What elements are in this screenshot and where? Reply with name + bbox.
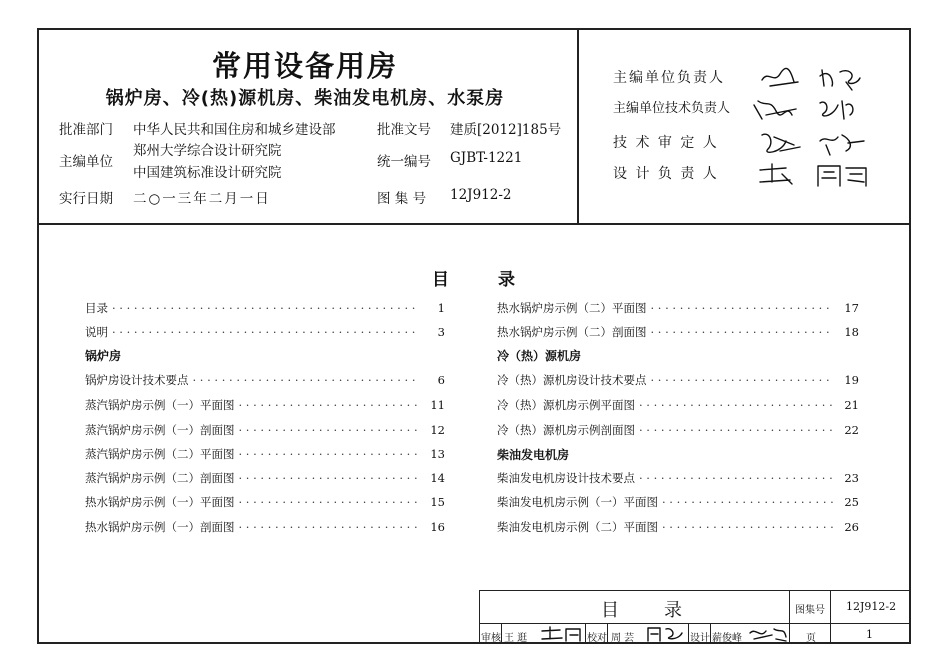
toc-item-label: 热水锅炉房示例（一）剖面图: [85, 520, 235, 534]
signature-label: 主编单位负责人: [613, 70, 725, 86]
toc-item-label: 锅炉房设计技术要点: [85, 373, 189, 387]
toc-item-page: 25: [844, 495, 859, 509]
toc-item-page: 3: [437, 325, 445, 339]
toc-item-page: 16: [430, 520, 445, 534]
toc-item-label: 热水锅炉房示例（一）平面图: [85, 495, 235, 509]
signature-label: 主编单位技术负责人: [613, 101, 731, 116]
toc-item-label: 蒸汽锅炉房示例（二）剖面图: [85, 471, 235, 485]
toc-item-page: 23: [844, 471, 859, 485]
handwritten-signature: [756, 160, 886, 190]
toc-item[interactable]: [497, 470, 859, 490]
handwritten-signature: [760, 62, 880, 92]
toc-item[interactable]: [85, 446, 445, 466]
toc-item-page: 13: [430, 447, 445, 461]
handwritten-signature: [540, 625, 584, 643]
toc-item-label: 蒸汽锅炉房示例（二）平面图: [85, 447, 235, 461]
effective-date-label: 实行日期: [59, 191, 113, 207]
design-label: 设计: [690, 633, 710, 644]
review-name: 王 逛: [504, 633, 528, 644]
page-label: 页: [806, 633, 816, 644]
title-block-divider: [830, 590, 831, 644]
effective-date: 二○一三年二月一日: [133, 191, 271, 207]
toc-item-page: 11: [430, 398, 445, 412]
toc-item[interactable]: [497, 372, 859, 392]
toc-heading: 录: [498, 270, 515, 290]
toc-item-page: 14: [430, 471, 445, 485]
toc-item[interactable]: [497, 300, 859, 320]
toc-item-page: 22: [844, 423, 859, 437]
editor-unit-2: 中国建筑标准设计研究院: [133, 165, 282, 181]
unified-no-label: 统一编号: [377, 154, 431, 170]
atlas-title: 常用设备用房: [211, 49, 398, 83]
toc-item-label: 蒸汽锅炉房示例（一）剖面图: [85, 423, 235, 437]
toc-item[interactable]: [497, 494, 859, 514]
header-vertical-divider: [577, 28, 579, 224]
toc-item-page: 17: [844, 301, 859, 315]
atlas-subtitle: 锅炉房、冷(热)源机房、柴油发电机房、水泵房: [105, 88, 505, 109]
editor-unit-label: 主编单位: [59, 154, 113, 170]
check-label: 校对: [587, 633, 607, 644]
toc-item-label: 柴油发电机房设计技术要点: [497, 471, 635, 485]
toc-item-page: 26: [844, 520, 859, 534]
signature-label: 技 术 审 定 人: [613, 135, 719, 151]
title-block-mid-border: [479, 623, 911, 624]
toc-item-page: 1: [437, 301, 445, 315]
title-block-top-border: [479, 590, 911, 591]
toc-item[interactable]: [85, 372, 445, 392]
review-label: 审核: [481, 633, 501, 644]
toc-item-label: 冷（热）源机房设计技术要点: [497, 373, 647, 387]
handwritten-signature: [646, 625, 686, 643]
editor-unit-1: 郑州大学综合设计研究院: [133, 143, 282, 159]
toc-section-heading: 锅炉房: [85, 349, 122, 363]
approval-dept-label: 批准部门: [59, 122, 113, 138]
toc-item-page: 19: [844, 373, 859, 387]
title-block-divider: [789, 590, 790, 644]
approval-doc-label: 批准文号: [377, 122, 431, 138]
toc-item-label: 蒸汽锅炉房示例（一）平面图: [85, 398, 235, 412]
toc-item-page: 18: [844, 325, 859, 339]
toc-section-heading: 冷（热）源机房: [497, 349, 582, 363]
atlas-no-label: 图 集 号: [377, 191, 427, 207]
toc-heading: 目: [432, 270, 449, 290]
toc-item[interactable]: [85, 422, 445, 442]
toc-item-label: 冷（热）源机房示例平面图: [497, 398, 635, 412]
toc-item[interactable]: [497, 519, 859, 539]
approval-doc: 建质[2012]185号: [450, 122, 562, 138]
title-block-name: 录: [664, 600, 682, 621]
toc-item[interactable]: [85, 324, 445, 344]
toc-item[interactable]: [85, 470, 445, 490]
handwritten-signature: [752, 93, 882, 123]
toc-item[interactable]: [85, 300, 445, 320]
atlas-no: 12J912-2: [450, 187, 512, 203]
toc-item-label: 热水锅炉房示例（二）平面图: [497, 301, 647, 315]
toc-item-page: 21: [844, 398, 859, 412]
toc-section-heading: 柴油发电机房: [497, 448, 570, 462]
toc-item-label: 柴油发电机房示例（二）平面图: [497, 520, 658, 534]
toc-item-page: 6: [437, 373, 445, 387]
check-name: 周 芸: [611, 633, 635, 644]
toc-item-page: 15: [430, 495, 445, 509]
toc-item[interactable]: [85, 397, 445, 417]
toc-item-label: 柴油发电机房示例（一）平面图: [497, 495, 658, 509]
handwritten-signature: [760, 127, 880, 157]
toc-item-label: 冷（热）源机房示例剖面图: [497, 423, 635, 437]
toc-item-label: 热水锅炉房示例（二）剖面图: [497, 325, 647, 339]
title-block-atlas-label: 图集号: [795, 605, 825, 616]
toc-item[interactable]: [85, 494, 445, 514]
toc-item-label: 说明: [85, 325, 108, 339]
design-name: 薪俊峰: [712, 633, 742, 644]
toc-item[interactable]: [497, 324, 859, 344]
toc-item[interactable]: [497, 397, 859, 417]
toc-item[interactable]: [85, 519, 445, 539]
signature-label: 设 计 负 责 人: [613, 166, 719, 182]
approval-dept: 中华人民共和国住房和城乡建设部: [133, 122, 336, 138]
title-block-atlas-value: 12J912-2: [846, 600, 897, 613]
header-divider: [37, 223, 911, 225]
handwritten-signature: [748, 625, 788, 643]
toc-item-page: 12: [430, 423, 445, 437]
unified-no: GJBT-1221: [450, 150, 523, 166]
toc-item[interactable]: [497, 422, 859, 442]
title-block-name: 目: [601, 600, 619, 621]
toc-item-label: 目录: [85, 301, 108, 315]
title-block-left-border: [479, 590, 480, 644]
page-value: 1: [866, 628, 873, 641]
